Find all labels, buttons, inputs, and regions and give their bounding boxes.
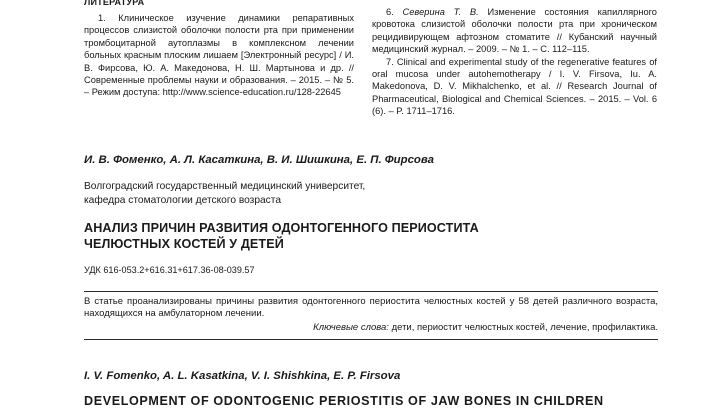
reference-7: 7. Clinical and experimental study of the regenerative features of oral mucosa under autohemotherapy / I. V. Firsova, Iu. A. Makedonova, D. V. Mikhalchenko, et al. // Research Journal of Pharmaceutical, Biological and Chemical Sciences. – 2015. – Vol. 6 (6). – P. 1711–1716. [372, 56, 657, 117]
abstract-text: В статье проанализированы причины развития одонтогенного периостита челюстных костей у 58 детей различного возраста, находящихся на амбулаторном лечении. [84, 296, 658, 320]
affiliation-line-2: кафедра стоматологии детского возраста [84, 195, 281, 206]
reference-6 [372, 6, 657, 56]
references-left-column [84, 0, 354, 99]
title-ru-line-1: АНАЛИЗ ПРИЧИН РАЗВИТИЯ ОДОНТОГЕННОГО ПЕРИОСТИТА [84, 221, 479, 235]
references-right-column [372, 0, 657, 118]
reference-6-text: Изменение состояния капиллярного кровотока слизистой оболочки полости рта при хроническом рецидивирующем афтозном стоматите // Кубанский научный медицинский журнал. – 2009. – № 1. – С. 112–115. [372, 7, 657, 55]
keywords-text: дети, периостит челюстных костей, лечение, профилактика. [391, 322, 658, 333]
article-authors-en: I. V. Fomenko, A. L. Kasatkina, V. I. Shishkina, E. P. Firsova [84, 370, 401, 382]
reference-6-author: Северина Т. В. [402, 7, 479, 17]
udc-code: УДК 616-053.2+616.31+617.36-08-039.57 [84, 265, 255, 275]
title-ru-line-2: ЧЕЛЮСТНЫХ КОСТЕЙ У ДЕТЕЙ [84, 237, 284, 251]
article-title-ru [84, 220, 479, 252]
reference-6-number: 6. [386, 7, 394, 17]
abstract-bottom-rule [84, 339, 658, 340]
article-affiliation [84, 180, 365, 208]
references-heading: ЛИТЕРАТУРА [84, 0, 145, 6]
article-authors-ru: И. В. Фоменко, А. Л. Касаткина, В. И. Шишкина, Е. П. Фирсова [84, 154, 434, 166]
reference-1: 1. Клиническое изучение динамики репаративных процессов слизистой оболочки полости рта при применении тромбоцитарной аутоплазмы в комплексном лечении больных красным плоским лишаем [Электронный ресурс] / И. В. Фирсова, Ю. А. Македонова, Н. Ш. Мартынова и др. // Современные проблемы науки и образования. – 2015. – № 5. – Режим доступа: http://www.science-education.ru/128-22645 [84, 13, 354, 98]
keywords-line [84, 322, 658, 333]
affiliation-line-1: Волгоградский государственный медицинский университет, [84, 181, 366, 192]
article-title-en: DEVELOPMENT OF ODONTOGENIC PERIOSTITIS OF JAW BONES IN CHILDREN [84, 394, 604, 408]
abstract-top-rule [84, 291, 658, 292]
keywords-label: Ключевые слова: [313, 322, 389, 333]
